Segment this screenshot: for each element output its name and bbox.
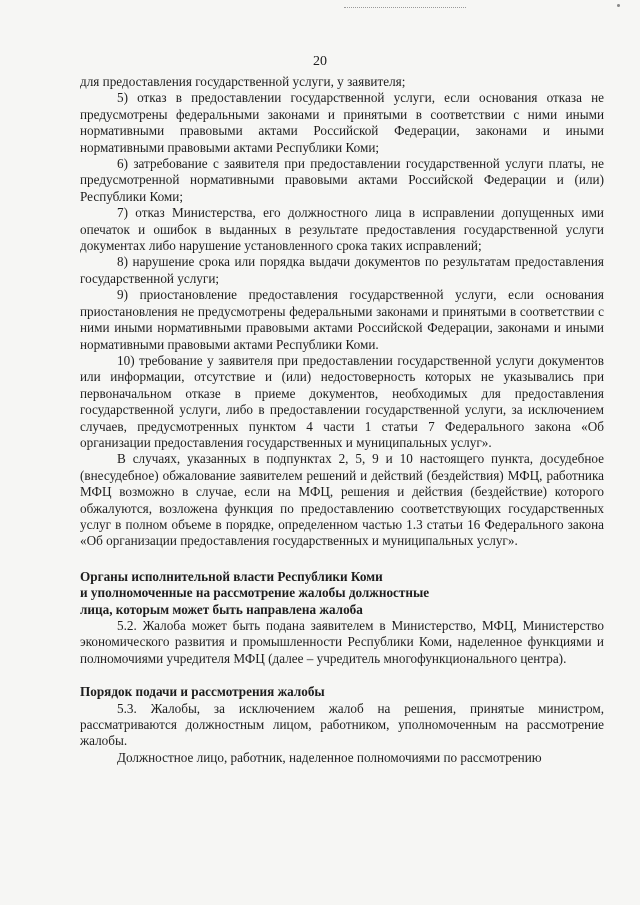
paragraph: 5.2. Жалоба может быть подана заявителем в Министерство, МФЦ, Министерство экономического развития и промышленности Республики Коми, наделенное функциями и полномочиями учредителя МФЦ (далее – учредитель многофункционального центра).	[80, 618, 604, 666]
paragraph: 7) отказ Министерства, его должностного лица в исправлении допущенных ими опечаток и ошибок в выданных в результате предоставления государственной услуги документах либо нарушение установленного срока таких исправлений;	[80, 205, 604, 254]
section-heading-line: Органы исполнительной власти Республики Коми	[80, 568, 383, 584]
section-heading-line: лица, которым может быть направлена жалоба	[80, 601, 363, 617]
scan-dot	[617, 4, 620, 7]
scan-mark	[344, 7, 466, 9]
paragraph: 6) затребование с заявителя при предоставлении государственной услуги платы, не предусмотренной нормативными правовыми актами Российской Федерации и (или) Республики Коми;	[80, 156, 604, 204]
document-body	[80, 74, 604, 766]
paragraph: 10) требование у заявителя при предоставлении государственной услуги документов или информации, отсутствие и (или) недостоверность которых не указывались при первоначальном отказе в приеме документов, необходимых для предоставления государственной услуги, либо в предоставлении государственной услуги, за исключением случаев, предусмотренных пунктом 4 части 1 статьи 7 Федерального закона «Об организации предоставления государственных и муниципальных услуг».	[80, 352, 604, 450]
paragraph: 5.3. Жалобы, за исключением жалоб на решения, принятые министром, рассматриваются должностным лицом, работником, уполномоченным на рассмотрение жалобы.	[80, 700, 604, 749]
page-number: 20	[313, 54, 327, 69]
paragraph: В случаях, указанных в подпунктах 2, 5, 9 и 10 настоящего пункта, досудебное (внесудебное) обжалование заявителем решений и действий (бездействия) МФЦ, работника МФЦ возможно в случае, если на МФЦ, решения и действия (бездействие) которого обжалуются, возложена функция по предоставлению соответствующих государственных услуг в полном объеме в порядке, определенном частью 1.3 статьи 16 Федерального закона «Об организации предоставления государственных и муниципальных услуг».	[80, 451, 604, 549]
section-heading: Порядок подачи и рассмотрения жалобы	[80, 684, 325, 700]
paragraph: Должностное лицо, работник, наделенное полномочиями по рассмотрению	[117, 749, 542, 765]
paragraph: 8) нарушение срока или порядка выдачи документов по результатам предоставления государственной услуги;	[80, 254, 604, 286]
section-heading-line: и уполномоченные на рассмотрение жалобы должностные	[80, 585, 430, 601]
paragraph: для предоставления государственной услуги, у заявителя;	[80, 74, 406, 89]
paragraph: 5) отказ в предоставлении государственной услуги, если основания отказа не предусмотрены федеральными законами и принятыми в соответствии с ними иными нормативными правовыми актами Российской Федерации, законами и иными нормативными правовыми актами Республики Коми;	[80, 90, 604, 155]
paragraph: 9) приостановление предоставления государственной услуги, если основания приостановления не предусмотрены федеральными законами и принятыми в соответствии с ними иными нормативными правовыми актами Российской Федерации, законами и иными нормативными правовыми актами Республики Коми.	[80, 287, 604, 352]
